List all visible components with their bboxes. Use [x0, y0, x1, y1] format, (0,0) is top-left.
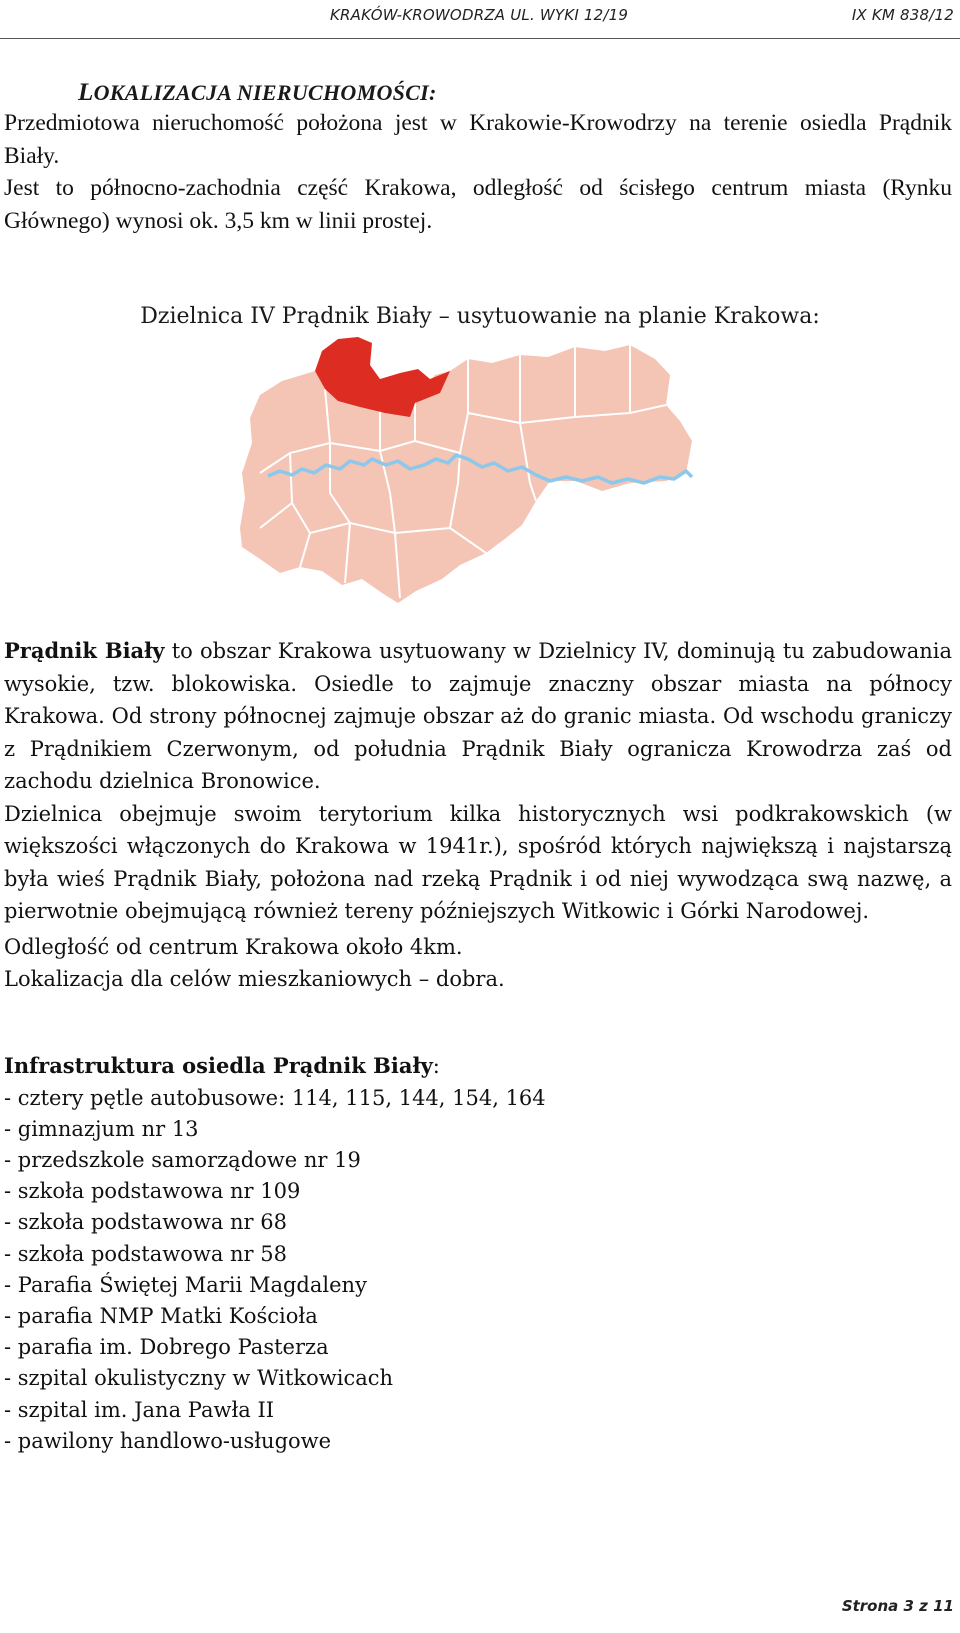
description-bold-lead: Prądnik Biały — [4, 638, 165, 663]
description-paragraph-1 — [4, 635, 952, 798]
section-title-rest: OKALIZACJA NIERUCHOMOŚCI: — [93, 80, 437, 105]
page-number: Strona 3 z 11 — [841, 1597, 954, 1615]
list-item: - szkoła podstawowa nr 68 — [4, 1210, 287, 1235]
infrastructure-title — [4, 1050, 952, 1083]
intro-paragraph-2: Jest to północno-zachodnia część Krakowa, odległość od ścisłego centrum miasta (Rynku Głównego) wynosi ok. 3,5 km w linii prostej. — [4, 175, 952, 234]
list-item: - szkoła podstawowa nr 109 — [4, 1179, 301, 1204]
description-location-rating: Lokalizacja dla celów mieszkaniowych – dobra. — [4, 967, 505, 991]
intro-text — [4, 107, 952, 237]
list-item: - parafia im. Dobrego Pasterza — [4, 1335, 329, 1360]
infrastructure-section — [4, 1050, 952, 1457]
list-item: - szkoła podstawowa nr 58 — [4, 1241, 287, 1266]
description-paragraph-1-text: to obszar Krakowa usytuowany w Dzielnicy IV, dominują tu zabudowania wysokie, tzw. blokowiska. Osiedle to zajmuje znaczny obszar miasta na północy Krakowa. Od strony północnej zajmuje obszar aż do granic miasta. Od wschodu graniczy z Prądnikiem Czerwonym, od południa Prądnik Biały ogranicza Krowodrza zaś od zachodu dzielnica Bronowice. — [4, 639, 953, 793]
header-divider — [0, 38, 960, 39]
list-item: - szpital im. Jana Pawła II — [4, 1397, 275, 1422]
infrastructure-title-colon: : — [432, 1054, 440, 1078]
page-header — [0, 6, 954, 30]
section-title-initial: L — [78, 79, 94, 106]
krakow-district-map — [230, 333, 700, 608]
list-item: - gimnazjum nr 13 — [4, 1116, 199, 1141]
infrastructure-list — [4, 1083, 952, 1457]
list-item: - szpital okulistyczny w Witkowicach — [4, 1366, 394, 1391]
list-item: - pawilony handlowo-usługowe — [4, 1428, 332, 1453]
header-case-number: IX KM 838/12 — [851, 6, 954, 24]
map-caption: Dzielnica IV Prądnik Biały – usytuowanie na planie Krakowa: — [140, 304, 820, 329]
list-item: - parafia NMP Matki Kościoła — [4, 1303, 318, 1328]
description-paragraph-2: Dzielnica obejmuje swoim terytorium kilka historycznych wsi podkrakowskich (w większości włączonych do Krakowa w 1941r.), spośród których największą i najstarszą była wieś Prądnik Biały, położona nad rzeką Prądnik i od niej wywodząca swą nazwę, a pierwotnie obejmującą również tereny późniejszych Witkowic i Górki Narodowej. — [4, 801, 952, 923]
city-districts — [240, 345, 692, 603]
description-distance: Odległość od centrum Krakowa około 4km. — [4, 934, 463, 959]
intro-paragraph-1: Przedmiotowa nieruchomość położona jest w Krakowie-Krowodrzy na terenie osiedla Prądnik Biały. — [4, 110, 952, 169]
list-item: - cztery pętle autobusowe: 114, 115, 144, 154, 164 — [4, 1085, 546, 1110]
infrastructure-title-bold: Infrastruktura osiedla Prądnik Biały — [4, 1053, 433, 1078]
header-address: KRAKÓW-KROWODRZA UL. WYKI 12/19 — [330, 6, 629, 24]
list-item: - Parafia Świętej Marii Magdaleny — [4, 1272, 367, 1297]
district-description — [4, 635, 952, 996]
list-item: - przedszkole samorządowe nr 19 — [4, 1147, 361, 1172]
section-title — [78, 79, 437, 107]
